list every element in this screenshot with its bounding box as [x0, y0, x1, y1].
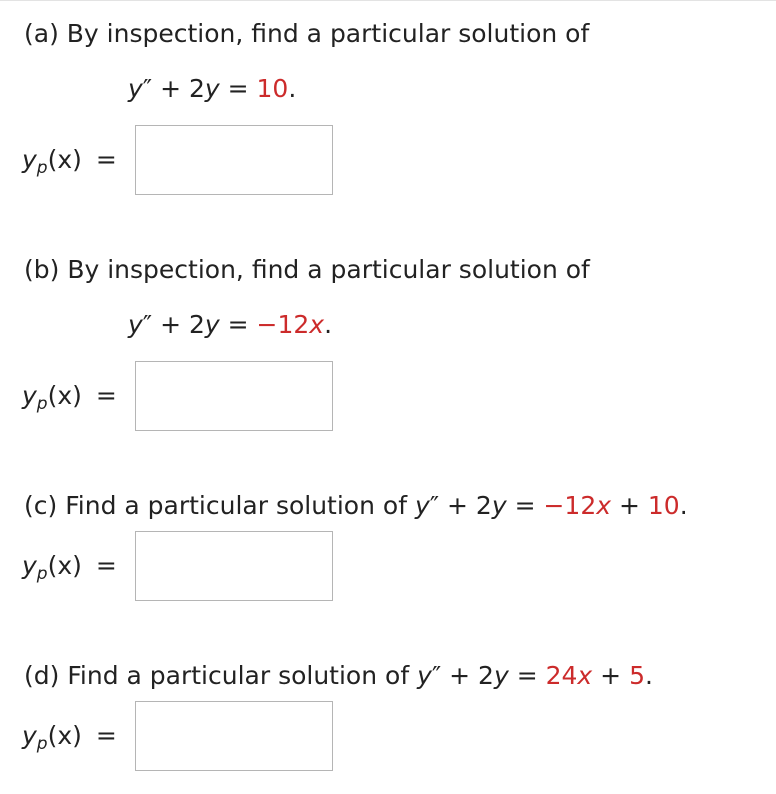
part-b-equation: [128, 310, 332, 340]
part-d-label: (d): [24, 661, 60, 690]
eq-y: y: [128, 74, 143, 103]
eq-prime: ″: [142, 310, 153, 339]
eq-prime: ″: [429, 491, 440, 520]
eq-mid: + 2: [152, 310, 205, 339]
eq-y2: y: [493, 661, 509, 690]
part-a-answer-label: [22, 145, 117, 183]
var-eq: =: [95, 381, 117, 410]
eq-rhs-const: 5: [629, 661, 645, 690]
part-a-prompt-text: By inspection, find a particular solution of: [66, 19, 590, 48]
part-b-answer-label: [22, 381, 117, 419]
part-d-prompt-text: Find a particular solution of: [67, 661, 410, 690]
eq-rhs-num: 24: [545, 661, 578, 690]
eq-sign: =: [219, 310, 257, 339]
var-sub: p: [36, 158, 48, 178]
eq-rhs-const: 10: [647, 491, 680, 520]
part-c-answer-label: [22, 551, 117, 589]
var-eq: =: [95, 721, 117, 750]
eq-rhs-var: x: [309, 310, 325, 339]
part-b-prompt-text: By inspection, find a particular solution of: [67, 255, 590, 284]
part-a-prompt: [24, 19, 589, 49]
eq-sign: =: [219, 74, 257, 103]
var-arg: (x): [47, 381, 82, 410]
var-arg: (x): [47, 721, 82, 750]
var-arg: (x): [47, 551, 82, 580]
part-a-equation: [128, 74, 296, 104]
part-c-prompt: [24, 491, 688, 521]
part-c-answer-input[interactable]: [135, 531, 333, 601]
part-b-answer-input[interactable]: [135, 361, 333, 431]
eq-period: .: [288, 74, 297, 103]
eq-prime: ″: [431, 661, 442, 690]
eq-y: y: [414, 491, 430, 520]
eq-mid: + 2: [152, 74, 205, 103]
var-sub: p: [36, 564, 48, 584]
eq-rhs-num: −12: [256, 310, 310, 339]
eq-period: .: [679, 491, 688, 520]
part-b-prompt: [24, 255, 590, 285]
eq-y2: y: [204, 74, 220, 103]
var-y: y: [22, 551, 37, 580]
part-a-answer-input[interactable]: [135, 125, 333, 195]
part-a-label: (a): [24, 19, 59, 48]
eq-sign: =: [506, 491, 544, 520]
var-eq: =: [95, 145, 117, 174]
var-eq: =: [95, 551, 117, 580]
eq-y2: y: [204, 310, 220, 339]
eq-rhs: 10: [256, 74, 289, 103]
part-d-prompt: [24, 661, 653, 691]
part-c-prompt-text: Find a particular solution of: [65, 491, 407, 520]
var-sub: p: [36, 734, 48, 754]
eq-plus: +: [592, 661, 630, 690]
var-sub: p: [36, 394, 48, 414]
eq-rhs-num: −12: [543, 491, 597, 520]
part-d-answer-input[interactable]: [135, 701, 333, 771]
var-y: y: [22, 145, 37, 174]
eq-period: .: [324, 310, 333, 339]
eq-rhs-var: x: [577, 661, 593, 690]
eq-mid: + 2: [439, 491, 492, 520]
top-divider: [0, 0, 776, 1]
eq-plus: +: [611, 491, 648, 520]
eq-period: .: [644, 661, 653, 690]
eq-sign: =: [508, 661, 546, 690]
eq-y2: y: [491, 491, 507, 520]
var-y: y: [22, 721, 37, 750]
part-d-answer-label: [22, 721, 117, 759]
eq-prime: ″: [142, 74, 153, 103]
eq-rhs-var: x: [596, 491, 612, 520]
eq-mid: + 2: [441, 661, 494, 690]
part-c-equation: [415, 491, 688, 520]
part-c-label: (c): [24, 491, 58, 520]
part-b-label: (b): [24, 255, 60, 284]
eq-y: y: [128, 310, 143, 339]
var-arg: (x): [47, 145, 82, 174]
part-d-equation: [417, 661, 653, 690]
var-y: y: [22, 381, 37, 410]
eq-y: y: [417, 661, 432, 690]
